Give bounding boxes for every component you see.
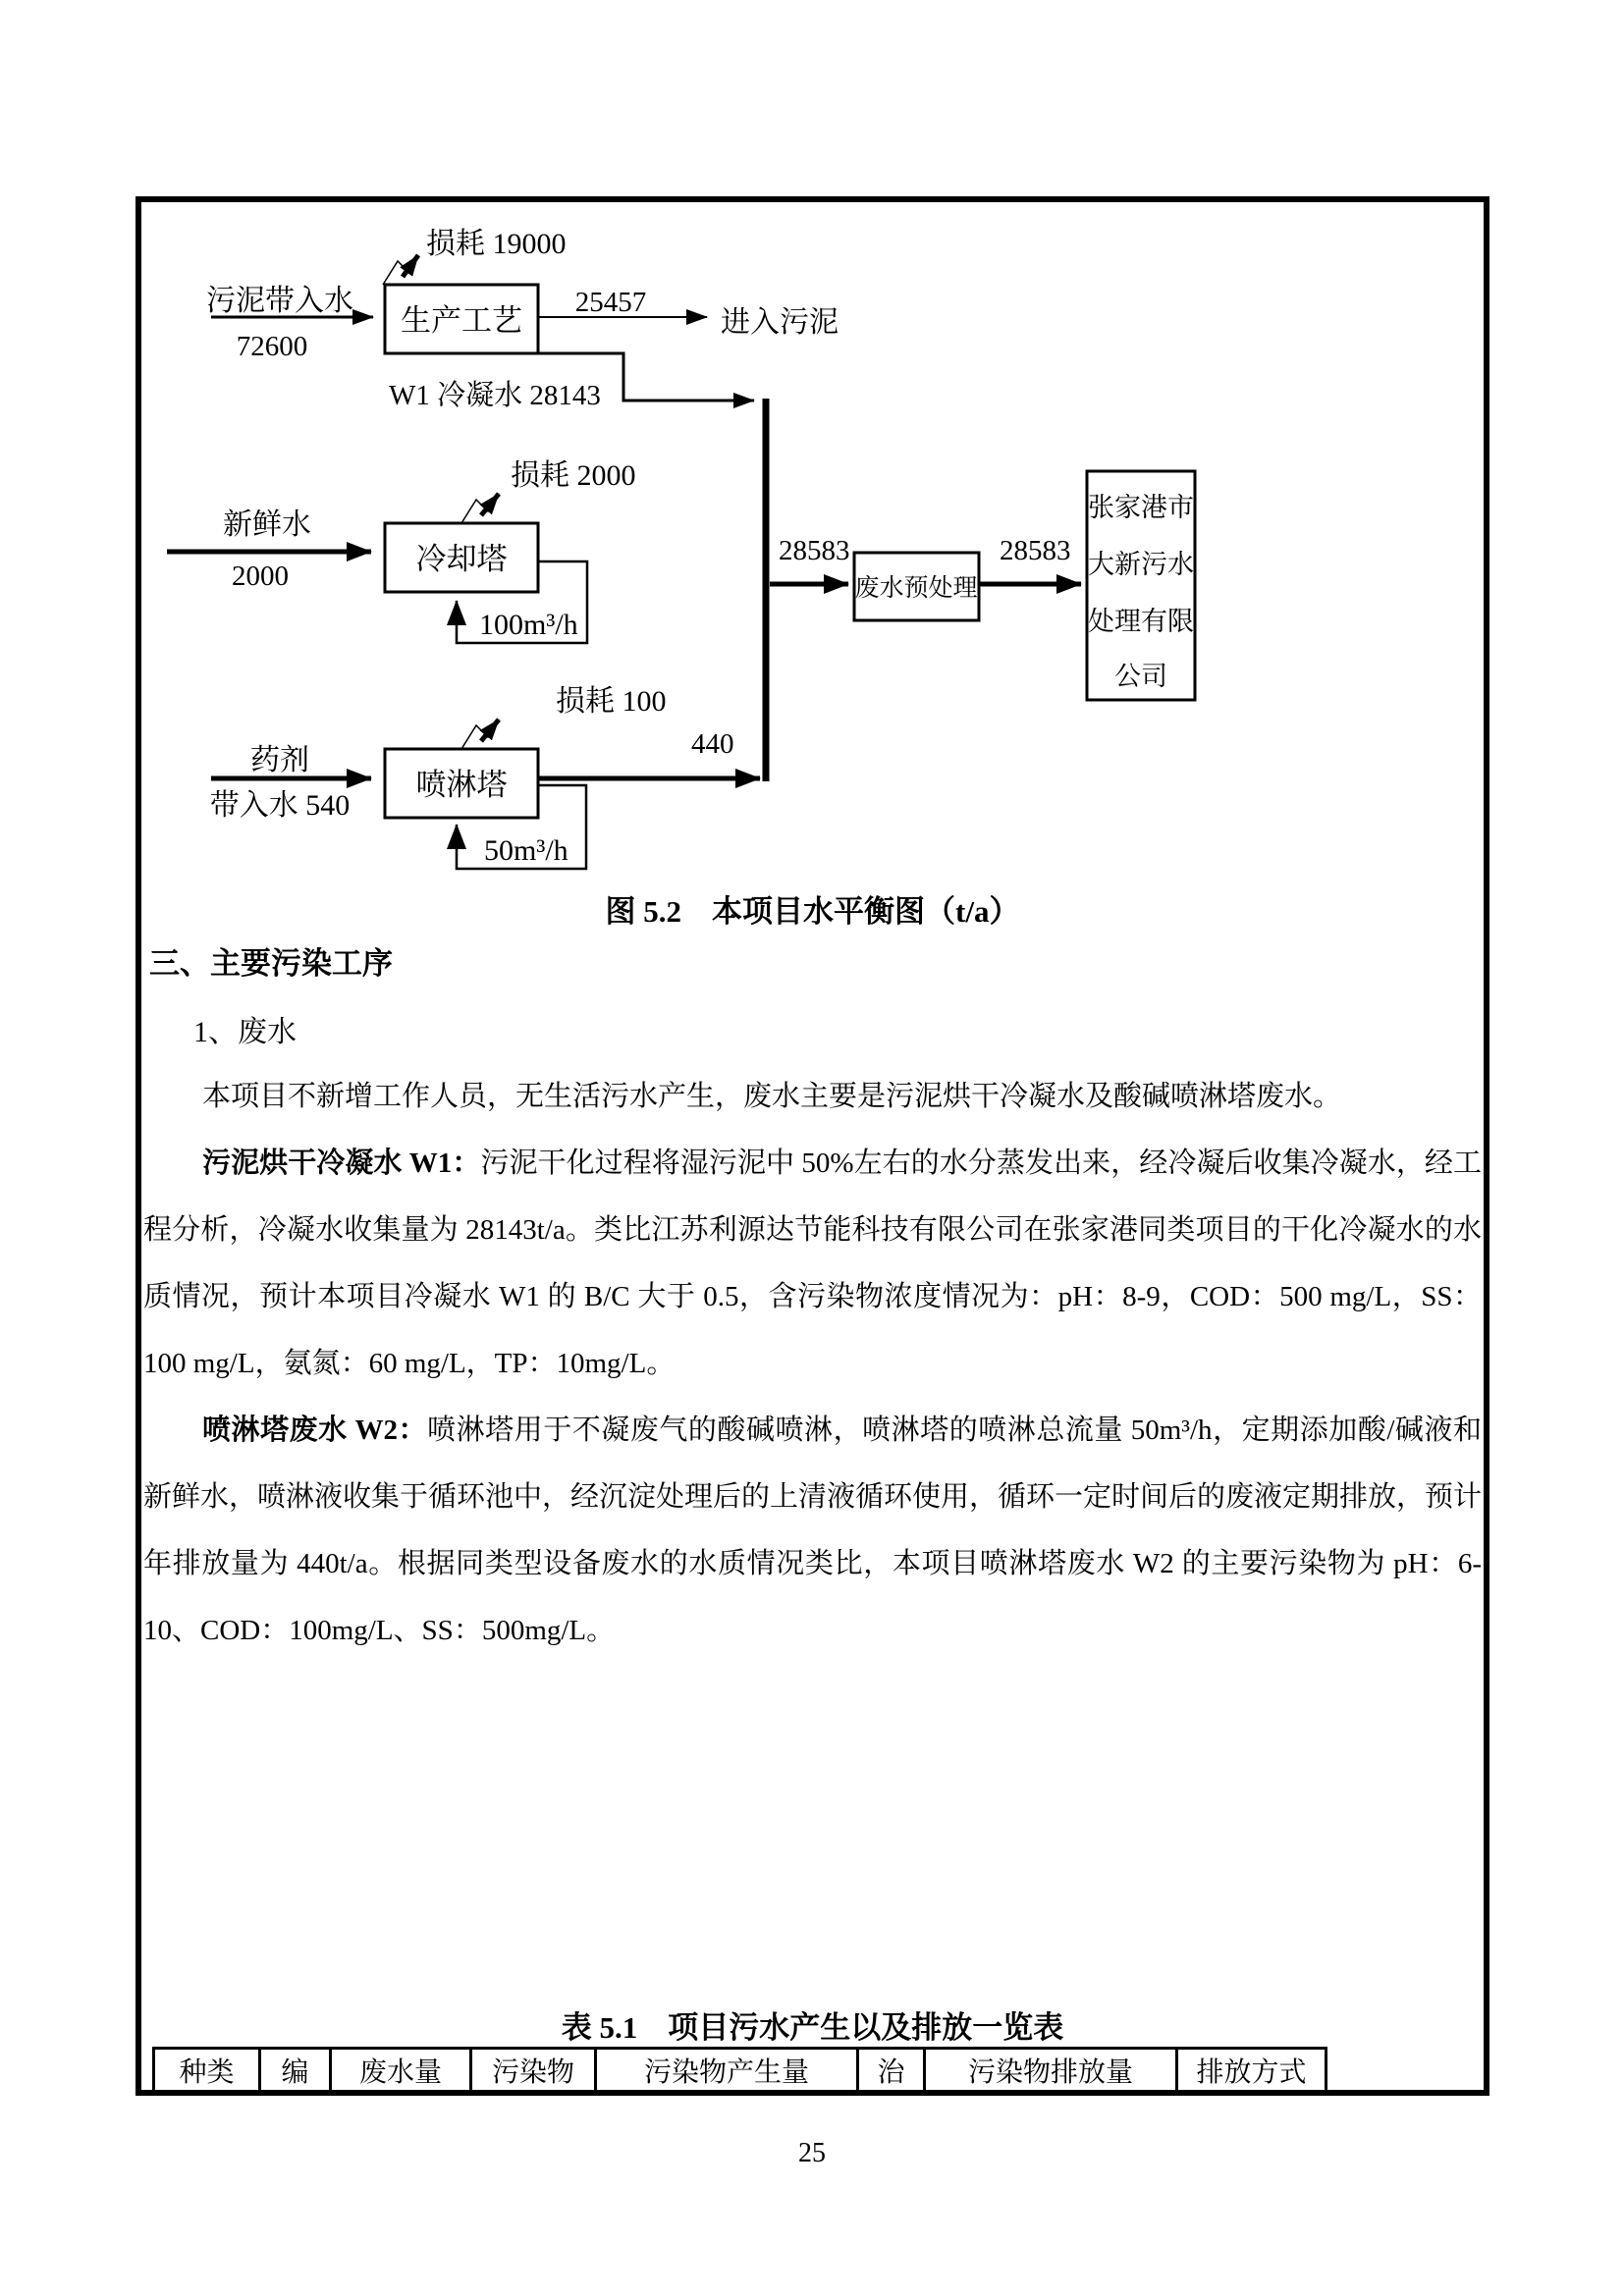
page-number: 25 (798, 2138, 826, 2168)
wastewater-pretreatment-label: 废水预处理 (854, 575, 978, 602)
cooling-tower-label: 冷却塔 (415, 542, 508, 576)
fresh-water-value: 2000 (232, 561, 289, 592)
table-header-row (152, 2047, 1327, 2090)
table-header-cell: 废水量 (329, 2047, 469, 2090)
paragraph-text: 本项目不新增工作人员，无生活污水产生，废水主要是污泥烘干冷凝水及酸碱喷淋塔废水。 (202, 1081, 1342, 1112)
cooling-loss-label: 损耗 2000 (511, 459, 636, 492)
sewage-company-line3: 处理有限 (1088, 607, 1194, 636)
table-header-cell: 治 (856, 2047, 923, 2090)
to-plant-value: 28583 (1000, 535, 1071, 566)
spray-tower-label: 喷淋塔 (415, 768, 508, 802)
chemical-water-value: 带入水 540 (209, 789, 351, 822)
chemical-label: 药剂 (250, 744, 309, 776)
production-process-label: 生产工艺 (401, 303, 522, 338)
table-header-cell: 编 (258, 2047, 329, 2090)
spray-loss-arrow (481, 720, 499, 741)
spray-loss-label: 损耗 100 (556, 685, 667, 718)
paragraph (143, 1397, 1482, 1664)
table-header-cell: 污染物产生量 (594, 2047, 856, 2090)
water-balance-diagram (135, 196, 1488, 942)
paragraph-text: 污泥干化过程将湿污泥中 50%左右的水分蒸发出来，经冷凝后收集冷凝水，经工程分析，冷凝水收集量为 28143t/a。类比江苏利源达节能科技有限公司在张家港同类项目的干化冷凝水的水质情况，预计本项目冷凝水 W1 的 B/C 大于 0.5，含污染物浓度情况为：pH：8-9，COD：500 mg/L，SS：100 mg/L，氨氮：60 mg/L，TP：10mg/L。 (143, 1148, 1482, 1379)
content-frame (135, 196, 1489, 2096)
cooling-loss-arrow (481, 494, 499, 515)
sludge-in-label: 污泥带入水 (206, 285, 353, 317)
table-header-cell: 污染物排放量 (923, 2047, 1175, 2090)
spray-recirculation-value: 50m³/h (484, 834, 568, 867)
w1-condensate-label: W1 冷凝水 28143 (389, 380, 601, 411)
sludge-in-value: 72600 (236, 331, 308, 362)
table-caption: 表 5.1 项目污水产生以及排放一览表 (561, 2010, 1064, 2045)
cooling-recirculation-value: 100m³/h (479, 609, 578, 641)
table-header-cell: 污染物 (469, 2047, 594, 2090)
section-heading: 三、主要污染工序 (149, 946, 393, 981)
production-loss-label: 损耗 19000 (426, 228, 567, 260)
production-loss-arrow (403, 255, 418, 277)
combined-flow-value: 28583 (779, 535, 850, 566)
paragraph (143, 1130, 1482, 1397)
body-paragraphs (143, 1063, 1482, 1664)
sewage-company-line4: 公司 (1114, 662, 1167, 691)
paragraph-text: 喷淋塔用于不凝废气的酸碱喷淋，喷淋塔的喷淋总流量 50m³/h，定期添加酸/碱液和新鲜水，喷淋液收集于循环池中，经沉淀处理后的上清液循环使用，循环一定时间后的废液定期排放，预计年排放量为 440t/a。根据同类型设备废水的水质情况类比，本项目喷淋塔废水 W2 的主要污染物为 pH：6-10、COD：100mg/L、SS：500mg/L。 (143, 1415, 1483, 1646)
paragraph-lead-bold: 污泥烘干冷凝水 W1： (202, 1148, 481, 1179)
figure-caption: 图 5.2 本项目水平衡图（t/a） (605, 894, 1020, 929)
to-sludge-value: 25457 (574, 287, 647, 318)
paragraph (143, 1063, 1482, 1130)
table-header-cell: 种类 (152, 2047, 258, 2090)
table-header-cell: 排放方式 (1175, 2047, 1327, 2090)
fresh-water-label: 新鲜水 (223, 508, 311, 541)
paragraph-lead-bold: 喷淋塔废水 W2： (202, 1415, 428, 1446)
spray-out-value: 440 (691, 728, 734, 760)
sewage-company-line2: 大新污水 (1088, 550, 1194, 579)
subsection-heading: 1、废水 (193, 1016, 297, 1048)
to-sludge-label: 进入污泥 (721, 306, 839, 339)
sewage-company-line1: 张家港市 (1088, 493, 1194, 522)
